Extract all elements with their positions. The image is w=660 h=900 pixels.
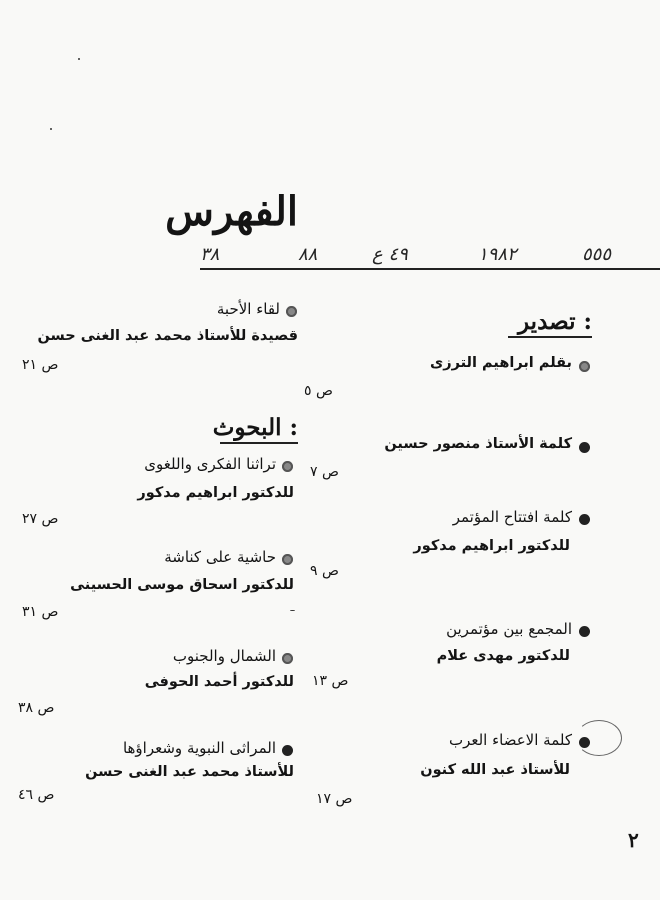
entry-title: بقلم ابراهيم الترزى — [429, 355, 572, 371]
handwritten-note-2: ٨٨ — [298, 244, 318, 265]
bullet-icon — [282, 745, 293, 756]
entry-author: للدكتور ابراهيم مدكور — [413, 538, 570, 554]
entry-author: قصيدة للأستاذ محمد عبد الغنى حسن — [37, 328, 298, 344]
handwritten-note-3: ٤٩ ع — [372, 244, 408, 265]
handwritten-note-4: ١٩٨٢ — [478, 244, 517, 265]
entry-title: حاشية على كناشة — [164, 548, 276, 566]
handwritten-note-5: ٥٥٥ — [582, 244, 612, 265]
entry-title: تراثنا الفكرى واللغوى — [144, 455, 276, 473]
page-number: ٢ — [628, 828, 639, 852]
entry-page: ص ٤٦ — [18, 787, 55, 803]
entry-author: للدكتور ابراهيم مدكور — [137, 485, 294, 501]
entry-title: كلمة الأستاذ منصور حسين — [384, 436, 572, 452]
header-rule — [200, 268, 660, 270]
entry-author: للدكتور مهدى علام — [436, 648, 570, 664]
entry-page: ص ٥ — [304, 383, 333, 399]
entry-page: ص ٩ — [310, 563, 339, 579]
entry-title: لقاء الأحبة — [216, 300, 280, 318]
entry-author: للدكتور أحمد الحوفى — [144, 674, 294, 690]
entry-title: الشمال والجنوب — [172, 647, 276, 665]
bullet-icon — [579, 626, 590, 637]
entry-page: ص ٢١ — [22, 357, 59, 373]
bullet-icon — [282, 461, 293, 472]
speck — [50, 128, 52, 130]
bullet-icon — [579, 737, 590, 748]
entry-title: كلمة افتتاح المؤتمر — [452, 508, 572, 526]
page-title: الفهرس — [165, 188, 298, 235]
section-heading-preface: تصدير : — [517, 308, 592, 335]
entry-page: ص ١٣ — [312, 673, 349, 689]
entry-page: ص ٢٧ — [22, 511, 59, 527]
section-heading-research: البحوث : — [212, 414, 298, 441]
entry-author: للأستاذ عبد الله كنون — [420, 762, 570, 778]
heading-underline — [220, 442, 298, 444]
entry-title: كلمة الاعضاء العرب — [448, 731, 572, 749]
entry-page: ص ٣٨ — [18, 700, 55, 716]
bullet-icon — [579, 442, 590, 453]
entry-page: ص ٧ — [310, 464, 339, 480]
entry-page: ص ٣١ — [22, 604, 59, 620]
entry-author: للأستاذ محمد عبد الغنى حسن — [85, 764, 294, 780]
entry-title: المراثى النبوية وشعراؤها — [122, 739, 276, 757]
bullet-icon — [282, 653, 293, 664]
entry-page: ص ١٧ — [316, 791, 353, 807]
bullet-icon — [286, 306, 297, 317]
handwritten-note-1: ٣٨ — [200, 244, 220, 265]
speck — [290, 610, 295, 611]
heading-underline — [508, 336, 592, 338]
speck — [78, 58, 80, 60]
bullet-icon — [282, 554, 293, 565]
bullet-icon — [579, 514, 590, 525]
bullet-icon — [579, 361, 590, 372]
entry-title: المجمع بين مؤتمرين — [446, 620, 572, 638]
entry-author: للدكتور اسحاق موسى الحسينى — [70, 577, 294, 593]
